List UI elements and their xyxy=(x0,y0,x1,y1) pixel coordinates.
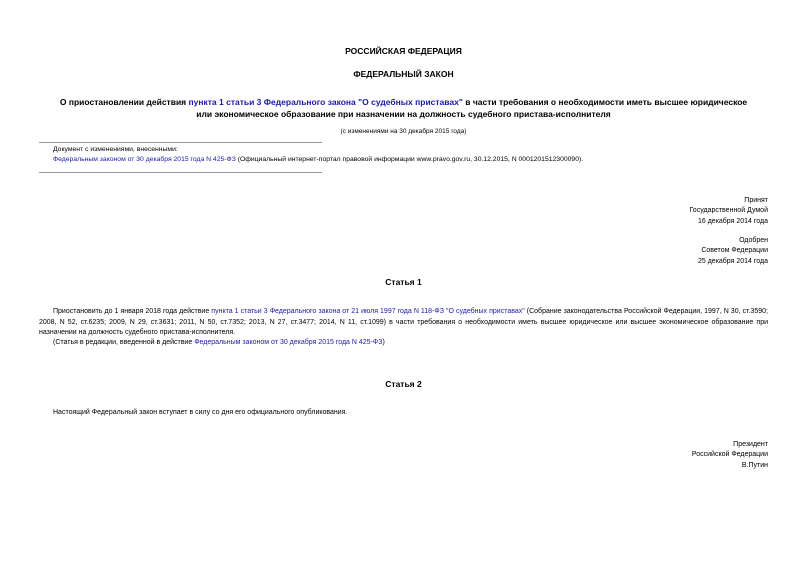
article1-note-link[interactable]: Федеральным законом от 30 декабря 2015 года N 425-ФЗ xyxy=(194,339,383,346)
article2-heading: Статья 2 xyxy=(385,379,422,389)
changes-line xyxy=(53,155,773,165)
changes-amending-law-link[interactable]: Федеральным законом от 30 декабря 2015 года N 425-ФЗ xyxy=(53,156,236,163)
article1-text-start: Приостановить до 1 января 2018 года действие xyxy=(53,308,212,315)
approved-line2: Советом Федерации xyxy=(701,247,768,255)
law-title-part1: О приостановлении действия xyxy=(59,97,189,107)
adopted-block xyxy=(689,196,768,227)
law-title-part2: в части требования о необходимости иметь высшее юридическое xyxy=(462,97,748,107)
approved-block xyxy=(698,236,768,267)
law-title xyxy=(0,96,807,120)
edition-note: (с изменениями на 30 декабря 2015 года) xyxy=(340,128,467,135)
document-type-heading: ФЕДЕРАЛЬНЫЙ ЗАКОН xyxy=(353,69,454,79)
changes-source: (Официальный интернет-портал правовой информации www.pravo.gov.ru, 30.12.2015, N 0001201512300090). xyxy=(235,156,584,163)
signature-block xyxy=(692,440,768,471)
article1-note-start: (Статья в редакции, введенной в действие xyxy=(53,339,195,346)
adopted-line3: 16 декабря 2014 года xyxy=(697,217,768,225)
changes-label: Документ с изменениями, внесенными: xyxy=(53,146,178,153)
law-title-link[interactable]: пункта 1 статьи 3 Федерального закона "О судебных приставах" xyxy=(188,97,463,107)
law-title-line2: или экономическое образование при назначении на должность судебного пристава-исполнителя xyxy=(196,109,611,119)
article1-heading: Статья 1 xyxy=(385,277,422,287)
article1-law-link[interactable]: пункта 1 статьи 3 Федерального закона от 21 июля 1997 года N 118-ФЗ "О судебных приставах" xyxy=(211,308,525,315)
adopted-line2: Государственной Думой xyxy=(689,207,768,215)
country-heading: РОССИЙСКАЯ ФЕДЕРАЦИЯ xyxy=(345,46,462,56)
article1-text-rest: (Собрание законодательства Российской Федерации, 1997, N 30, ст.3590; 2008, N 52, ст.6235; 2009, N 29, ст.3631; 2011, N 50, ст.7352; 2013, N 27, ст.3477; 2014, N 11, ст.1099) в части требования о необходимости иметь высшее юридическое или высшее экономическое образование при назначении на должность судебного пристава-исполнителя. xyxy=(39,308,768,336)
signature-name: В.Путин xyxy=(741,461,768,469)
article2-text: Настоящий Федеральный закон вступает в силу со дня его официального опубликования. xyxy=(53,409,348,416)
changes-bottom-divider xyxy=(39,172,322,173)
article1-note-end: ) xyxy=(382,339,385,346)
article1-text xyxy=(39,307,768,339)
signature-title: Президент xyxy=(733,441,768,448)
article1-note xyxy=(53,338,768,349)
approved-line1: Одобрен xyxy=(739,237,768,244)
changes-box xyxy=(53,145,773,165)
adopted-line1: Принят xyxy=(744,197,768,204)
approved-line3: 25 декабря 2014 года xyxy=(697,257,768,265)
changes-top-divider xyxy=(39,142,322,143)
signature-country: Российской Федерации xyxy=(691,451,768,459)
